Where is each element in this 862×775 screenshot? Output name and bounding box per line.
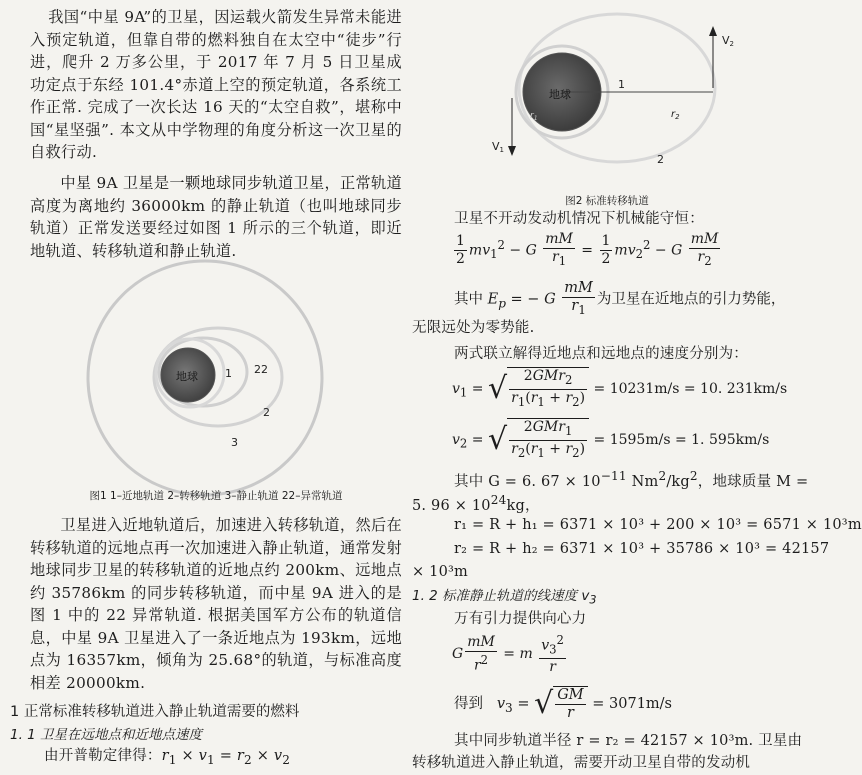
fig2-label-1: 1	[618, 78, 625, 91]
const-text-d: ，地球质量 M =	[697, 473, 809, 490]
transfer-paragraph: 卫星进入近地轨道后，加速进入转移轨道，然后在转移轨道的远地点再一次加速进入静止轨道，通常发射地球同步卫星的转移轨道的近地点约 200km、远地点约 35786km 的同步转移轨道，而中星 9A 进入的是图 1 中的 22 异常轨道. 根据美国军方公布的轨道信息，中星 9A 卫星进入了一条近地点为 193km，远地点为 16357km，倾角为 25.68°的轨道，与标准高度相差 20000km.	[30, 516, 402, 692]
const-text-a: 其中 G = 6. 67 × 10	[454, 473, 601, 490]
get-text: 得到	[454, 696, 483, 712]
figure-2-caption: 图2 标准转移轨道	[565, 195, 649, 207]
solve-text: 两式联立解得近地点和远地点的速度分别为：	[454, 346, 748, 362]
kepler-equation: $r_1 \times v_1 = r_2 \times v_2$	[161, 748, 291, 767]
v1-result: = 10231m/s = 10. 231km/s	[593, 380, 788, 397]
figure-2-transfer-orbit	[412, 0, 802, 190]
ep-text-c: 无限远处为零势能.	[412, 320, 535, 336]
v2-result: = 1595m/s = 1. 595km/s	[593, 431, 770, 448]
v2-arrow-head	[709, 26, 717, 36]
fig1-label-22: 22	[254, 363, 268, 376]
mass-text: 5. 96 × 10	[412, 497, 491, 514]
const-text-c: /kg	[666, 473, 690, 490]
centripetal-equation: G $\frac{mM}{r^2}$ = m $\frac{v_3^2}{r}$	[452, 633, 564, 676]
mass-exp: 24	[490, 493, 507, 507]
section-1-2-sub: 3	[589, 593, 597, 607]
r1-equation: r₁ = R + h₁ = 6371 × 10³ + 200 × 10³ = 6571 × 10³m	[454, 517, 862, 533]
fig2-label-v1: V1	[492, 140, 504, 154]
fig1-label-1: 1	[225, 367, 232, 380]
mass-line	[412, 490, 540, 516]
r2-equation: r₂ = R + h₂ = 6371 × 10³ + 35786 × 10³ = 42157	[454, 541, 830, 557]
energy-equation: $\frac{1}{2}$ $mv_1^2 - G$ $\frac{mM}{r_1}$ = $\frac{1}{2}$ $mv_2^2 - G$ $\frac{mM}{r_2}$	[456, 231, 719, 268]
const-text-b: Nm	[626, 473, 659, 490]
mass-unit: kg，	[506, 497, 540, 514]
fig2-label-r1: $r_1$	[530, 111, 538, 122]
kepler-text: 由开普勒定律得：	[44, 748, 162, 764]
potential-energy-line: 其中 $E_p$ = − G $\frac{mM}{r_1}$ 为卫星在近地点的引力势能，	[454, 280, 786, 317]
v1-equation: $v_1$ = √ $\frac{2GMr_2}{r_1(r_1 + r_2)}$ = 10231m/s = 10. 231km/s	[452, 368, 788, 409]
section-1-2-heading	[412, 585, 597, 612]
figure-1-orbits	[0, 265, 405, 495]
energy-text: 卫星不开动发动机情况下机械能守恒：	[454, 211, 704, 227]
ep-text-b: 为卫星在近地点的引力势能，	[596, 291, 786, 308]
fig2-earth-label: 地球	[549, 88, 571, 101]
last-line-b: 转移轨道进入静止轨道，需要开动卫星自带的发动机	[412, 755, 751, 771]
v2-equation: $v_2$ = √ $\frac{2GMr_1}{r_2(r_1 + r_2)}$ = 1595m/s = 1. 595km/s	[452, 419, 770, 460]
section-1-heading: 1 正常标准转移轨道进入静止轨道需要的燃料	[10, 704, 300, 720]
section-1-2-text: 1. 2 标准静止轨道的线速度 v	[412, 588, 590, 604]
fig2-label-2: 2	[657, 153, 664, 166]
const-exp: −11	[600, 469, 627, 483]
fig2-label-r2: $r_2$	[671, 109, 680, 121]
section-1-1-heading: 1. 1 卫星在远地点和近地点速度	[10, 727, 203, 743]
constants-line: 其中 G = 6. $67 \times 10^{-11}$ $Nm^2/kg^2$，地球质量 M =	[454, 469, 809, 490]
fig2-label-v2: V2	[722, 34, 734, 48]
r2-continuation: × 10³m	[412, 564, 468, 580]
fig1-label-2: 2	[263, 406, 270, 419]
orbit-paragraph: 中星 9A 卫星是一颗地球同步轨道卫星，正常轨道高度为离地约 36000km 的静止轨道（也叫地球同步轨道）正常发送要经过如图 1 所示的三个轨道，即近地轨道、转移轨道和静止轨道.	[30, 174, 402, 260]
kepler-line	[44, 746, 290, 770]
gravity-text: 万有引力提供向心力	[454, 611, 587, 627]
ep-text-a: 其中	[454, 291, 483, 308]
v1-arrow-head	[508, 146, 516, 156]
fig1-earth-label: 地球	[176, 370, 198, 383]
v3-result: = 3071m/s	[592, 696, 673, 712]
intro-paragraph: 我国“中星 9A”的卫星，因运载火箭发生异常未能进入预定轨道，但靠自带的燃料独自在太空中“徒步”行进，爬升 2 万多公里，于 2017 年 7 月 5 日卫星成功定点于东经 101.4°赤道上空的预定轨道，各系统工作正常. 完成了一次长达 16 天的“太空自救”，堪称中国“星坚强”. 本文从中学物理的角度分析这一次卫星的自救行动.	[30, 8, 402, 161]
fig1-label-3: 3	[231, 436, 238, 449]
v3-equation: 得到 $v_3$ = √ $\frac{GM}{r}$ = 3071m/s	[454, 686, 673, 721]
last-line-a: 其中同步轨道半径 r = r₂ = 42157 × 10³m. 卫星由	[454, 733, 803, 749]
figure-1-caption: 图1 1–近地轨道 2–转移轨道 3–静止轨道 22–异常轨道	[89, 490, 343, 502]
